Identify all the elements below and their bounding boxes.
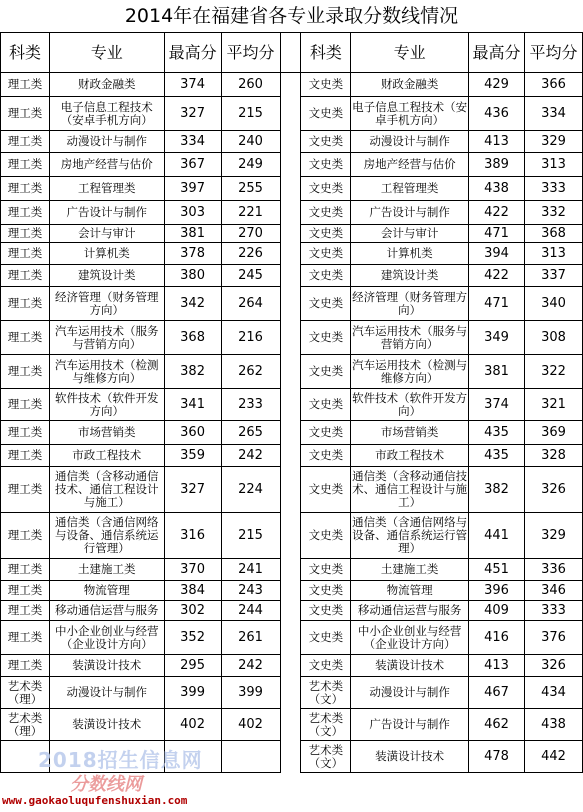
score-table [0,32,583,773]
column-gap [280,709,301,741]
right-avg-score-cell: 442 [524,741,582,773]
header-max-score: 最高分 [469,33,525,73]
right-max-score-cell: 381 [469,355,525,389]
left-category-cell: 理工类 [1,265,50,287]
right-max-score-cell: 416 [469,621,525,655]
left-major-cell: 工程管理类 [49,177,164,201]
left-avg-score-cell: 255 [221,177,280,201]
right-category-cell: 艺术类（文） [301,709,351,741]
left-major-cell: 装潢设计技术 [49,709,164,741]
right-major-cell: 软件技术（软件开发方向） [351,389,469,421]
left-max-score-cell: 374 [164,73,221,97]
right-avg-score-cell: 340 [524,287,582,321]
right-category-cell: 文史类 [301,621,351,655]
right-avg-score-cell: 434 [524,677,582,709]
right-major-cell: 建筑设计类 [351,265,469,287]
right-major-cell: 装潢设计技术 [351,655,469,677]
right-major-cell: 房地产经营与估价 [351,153,469,177]
column-gap [280,677,301,709]
left-category-cell: 理工类 [1,153,50,177]
right-major-cell: 汽车运用技术（服务与营销方向） [351,321,469,355]
left-avg-score-cell: 241 [221,559,280,581]
right-category-cell: 文史类 [301,355,351,389]
left-category-cell: 理工类 [1,421,50,445]
right-category-cell: 文史类 [301,581,351,601]
header-major: 专业 [351,33,469,73]
right-avg-score-cell: 333 [524,177,582,201]
left-major-cell: 电子信息工程技术（安卓手机方向） [49,97,164,131]
left-category-cell: 理工类 [1,467,50,513]
right-avg-score-cell: 329 [524,513,582,559]
table-row [1,421,583,445]
right-avg-score-cell: 321 [524,389,582,421]
column-gap [280,355,301,389]
right-category-cell: 文史类 [301,513,351,559]
left-category-cell: 理工类 [1,243,50,265]
table-row [1,677,583,709]
right-max-score-cell: 462 [469,709,525,741]
right-category-cell: 文史类 [301,421,351,445]
right-major-cell: 广告设计与制作 [351,201,469,225]
left-max-score-cell: 316 [164,513,221,559]
left-major-cell: 动漫设计与制作 [49,131,164,153]
left-category-cell: 理工类 [1,73,50,97]
column-gap [280,287,301,321]
right-category-cell: 文史类 [301,559,351,581]
left-major-cell: 会计与审计 [49,225,164,243]
left-avg-score-cell: 242 [221,655,280,677]
right-category-cell: 文史类 [301,601,351,621]
right-major-cell: 会计与审计 [351,225,469,243]
left-max-score-cell: 359 [164,445,221,467]
right-category-cell: 文史类 [301,177,351,201]
table-row [1,355,583,389]
left-avg-score-cell: 226 [221,243,280,265]
right-category-cell: 文史类 [301,467,351,513]
right-max-score-cell: 422 [469,265,525,287]
left-avg-score-cell: 242 [221,445,280,467]
table-row [1,559,583,581]
right-max-score-cell: 429 [469,73,525,97]
column-gap [280,321,301,355]
column-gap [280,73,301,97]
right-major-cell: 广告设计与制作 [351,709,469,741]
left-major-cell: 装潢设计技术 [49,655,164,677]
left-avg-score-cell: 216 [221,321,280,355]
right-max-score-cell: 436 [469,97,525,131]
right-major-cell: 市场营销类 [351,421,469,445]
right-major-cell: 电子信息工程技术（安卓手机方向） [351,97,469,131]
column-gap [280,265,301,287]
right-avg-score-cell: 313 [524,153,582,177]
left-max-score-cell: 382 [164,355,221,389]
right-max-score-cell: 382 [469,467,525,513]
left-avg-score-cell: 233 [221,389,280,421]
left-avg-score-cell: 224 [221,467,280,513]
table-row [1,243,583,265]
right-category-cell: 文史类 [301,655,351,677]
left-major-cell: 汽车运用技术（服务与营销方向） [49,321,164,355]
column-gap [280,581,301,601]
right-max-score-cell: 394 [469,243,525,265]
table-row [1,709,583,741]
column-gap [280,655,301,677]
column-gap [280,421,301,445]
table-row [1,321,583,355]
right-category-cell: 艺术类（文） [301,741,351,773]
left-avg-score-cell: 249 [221,153,280,177]
right-category-cell: 文史类 [301,287,351,321]
left-category-cell: 理工类 [1,177,50,201]
left-major-cell: 中小企业创业与经营（企业设计方向） [49,621,164,655]
column-gap [280,225,301,243]
left-avg-score-cell: 245 [221,265,280,287]
column-gap [280,131,301,153]
column-gap [280,741,301,773]
page-title: 2014年在福建省各专业录取分数线情况 [124,5,459,27]
left-category-cell: 理工类 [1,355,50,389]
right-max-score-cell: 413 [469,655,525,677]
table-row [1,131,583,153]
right-major-cell: 通信类（含移动通信技术、通信工程设计与施工） [351,467,469,513]
table-header-row [1,33,583,73]
right-major-cell: 计算机类 [351,243,469,265]
right-max-score-cell: 478 [469,741,525,773]
right-max-score-cell: 435 [469,421,525,445]
right-major-cell: 汽车运用技术（检测与维修方向） [351,355,469,389]
right-avg-score-cell: 332 [524,201,582,225]
right-category-cell: 文史类 [301,389,351,421]
table-row [1,201,583,225]
right-max-score-cell: 422 [469,201,525,225]
watermark-url: www.gaokaoluqufenshuxian.com [2,794,188,807]
right-avg-score-cell: 366 [524,73,582,97]
right-category-cell: 文史类 [301,321,351,355]
right-max-score-cell: 349 [469,321,525,355]
left-category-cell: 理工类 [1,389,50,421]
watermark-subtext: 分数线网 [70,774,142,795]
right-avg-score-cell: 326 [524,655,582,677]
left-max-score-cell: 342 [164,287,221,321]
right-max-score-cell: 467 [469,677,525,709]
left-avg-score-cell: 264 [221,287,280,321]
left-major-cell: 计算机类 [49,243,164,265]
right-category-cell: 文史类 [301,97,351,131]
left-avg-score-cell: 270 [221,225,280,243]
left-category-cell: 理工类 [1,581,50,601]
left-avg-score-cell: 243 [221,581,280,601]
right-major-cell: 财政金融类 [351,73,469,97]
left-major-cell: 市政工程技术 [49,445,164,467]
right-max-score-cell: 413 [469,131,525,153]
right-category-cell: 文史类 [301,73,351,97]
table-row [1,73,583,97]
right-major-cell: 移动通信运营与服务 [351,601,469,621]
left-major-cell: 市场营销类 [49,421,164,445]
right-max-score-cell: 451 [469,559,525,581]
right-major-cell: 动漫设计与制作 [351,677,469,709]
left-category-cell: 艺术类（理） [1,709,50,741]
left-category-cell: 理工类 [1,225,50,243]
left-max-score-cell: 327 [164,97,221,131]
table-row [1,467,583,513]
right-avg-score-cell: 329 [524,131,582,153]
left-avg-score-cell [221,741,280,773]
left-category-cell: 理工类 [1,513,50,559]
left-avg-score-cell: 261 [221,621,280,655]
right-avg-score-cell: 333 [524,601,582,621]
left-major-cell: 通信类（含通信网络与设备、通信系统运行管理） [49,513,164,559]
column-gap [280,243,301,265]
left-avg-score-cell: 240 [221,131,280,153]
left-max-score-cell: 367 [164,153,221,177]
right-max-score-cell: 389 [469,153,525,177]
table-row [1,581,583,601]
right-avg-score-cell: 368 [524,225,582,243]
right-category-cell: 文史类 [301,445,351,467]
right-max-score-cell: 438 [469,177,525,201]
left-max-score-cell: 381 [164,225,221,243]
column-gap [280,33,301,73]
header-max-score: 最高分 [164,33,221,73]
left-avg-score-cell: 402 [221,709,280,741]
header-major: 专业 [49,33,164,73]
header-category: 科类 [1,33,50,73]
right-max-score-cell: 435 [469,445,525,467]
column-gap [280,177,301,201]
table-row [1,601,583,621]
right-major-cell: 土建施工类 [351,559,469,581]
header-avg-score: 平均分 [221,33,280,73]
left-category-cell: 艺术类（理） [1,677,50,709]
left-max-score-cell: 384 [164,581,221,601]
left-avg-score-cell: 215 [221,97,280,131]
left-max-score-cell: 303 [164,201,221,225]
right-avg-score-cell: 313 [524,243,582,265]
right-avg-score-cell: 346 [524,581,582,601]
right-max-score-cell: 374 [469,389,525,421]
left-max-score-cell: 295 [164,655,221,677]
left-max-score-cell: 370 [164,559,221,581]
left-category-cell: 理工类 [1,287,50,321]
left-max-score-cell: 380 [164,265,221,287]
left-major-cell: 移动通信运营与服务 [49,601,164,621]
column-gap [280,467,301,513]
right-major-cell: 通信类（含通信网络与设备、通信系统运行管理） [351,513,469,559]
left-major-cell: 通信类（含移动通信技术、通信工程设计与施工） [49,467,164,513]
right-major-cell: 动漫设计与制作 [351,131,469,153]
right-avg-score-cell: 438 [524,709,582,741]
left-category-cell: 理工类 [1,321,50,355]
left-max-score-cell: 327 [164,467,221,513]
right-major-cell: 经济管理（财务管理方向） [351,287,469,321]
column-gap [280,153,301,177]
left-max-score-cell: 368 [164,321,221,355]
right-major-cell: 中小企业创业与经营（企业设计方向） [351,621,469,655]
right-max-score-cell: 471 [469,225,525,243]
left-category-cell: 理工类 [1,131,50,153]
right-max-score-cell: 409 [469,601,525,621]
left-max-score-cell: 302 [164,601,221,621]
left-max-score-cell: 402 [164,709,221,741]
left-avg-score-cell: 244 [221,601,280,621]
watermark-logo-text: 2018招生信息网 [38,748,203,772]
table-row [1,177,583,201]
right-category-cell: 文史类 [301,131,351,153]
left-category-cell: 理工类 [1,655,50,677]
right-avg-score-cell: 369 [524,421,582,445]
left-max-score-cell: 341 [164,389,221,421]
right-avg-score-cell: 326 [524,467,582,513]
column-gap [280,559,301,581]
left-avg-score-cell: 399 [221,677,280,709]
right-category-cell: 文史类 [301,153,351,177]
table-row [1,225,583,243]
left-major-cell: 动漫设计与制作 [49,677,164,709]
right-major-cell: 装潢设计技术 [351,741,469,773]
right-category-cell: 文史类 [301,225,351,243]
left-major-cell: 土建施工类 [49,559,164,581]
left-avg-score-cell: 262 [221,355,280,389]
table-row [1,153,583,177]
column-gap [280,621,301,655]
table-row [1,389,583,421]
column-gap [280,201,301,225]
right-category-cell: 文史类 [301,243,351,265]
left-max-score-cell: 360 [164,421,221,445]
table-row [1,513,583,559]
right-category-cell: 文史类 [301,201,351,225]
column-gap [280,513,301,559]
left-avg-score-cell: 265 [221,421,280,445]
left-category-cell: 理工类 [1,445,50,467]
left-category-cell: 理工类 [1,621,50,655]
table-row [1,445,583,467]
left-category-cell: 理工类 [1,201,50,225]
right-avg-score-cell: 334 [524,97,582,131]
right-avg-score-cell: 328 [524,445,582,467]
left-major-cell: 汽车运用技术（检测与维修方向） [49,355,164,389]
left-major-cell: 物流管理 [49,581,164,601]
right-avg-score-cell: 336 [524,559,582,581]
left-category-cell: 理工类 [1,97,50,131]
right-major-cell: 工程管理类 [351,177,469,201]
right-major-cell: 物流管理 [351,581,469,601]
right-avg-score-cell: 322 [524,355,582,389]
left-major-cell: 财政金融类 [49,73,164,97]
left-major-cell: 经济管理（财务管理方向） [49,287,164,321]
table-row [1,265,583,287]
left-max-score-cell: 378 [164,243,221,265]
right-max-score-cell: 441 [469,513,525,559]
column-gap [280,97,301,131]
left-major-cell: 软件技术（软件开发方向） [49,389,164,421]
right-avg-score-cell: 337 [524,265,582,287]
right-max-score-cell: 471 [469,287,525,321]
left-major-cell: 房地产经营与估价 [49,153,164,177]
column-gap [280,445,301,467]
left-max-score-cell: 397 [164,177,221,201]
right-major-cell: 市政工程技术 [351,445,469,467]
column-gap [280,601,301,621]
column-gap [280,389,301,421]
table-row [1,287,583,321]
right-category-cell: 艺术类（文） [301,677,351,709]
header-category: 科类 [301,33,351,73]
table-row [1,621,583,655]
left-avg-score-cell: 215 [221,513,280,559]
right-max-score-cell: 396 [469,581,525,601]
left-max-score-cell: 399 [164,677,221,709]
left-avg-score-cell: 260 [221,73,280,97]
table-row [1,655,583,677]
left-major-cell: 广告设计与制作 [49,201,164,225]
left-avg-score-cell: 221 [221,201,280,225]
left-max-score-cell: 352 [164,621,221,655]
header-avg-score: 平均分 [524,33,582,73]
right-category-cell: 文史类 [301,265,351,287]
left-max-score-cell: 334 [164,131,221,153]
left-category-cell: 理工类 [1,559,50,581]
table-row [1,97,583,131]
left-major-cell: 建筑设计类 [49,265,164,287]
left-category-cell: 理工类 [1,601,50,621]
right-avg-score-cell: 308 [524,321,582,355]
right-avg-score-cell: 376 [524,621,582,655]
